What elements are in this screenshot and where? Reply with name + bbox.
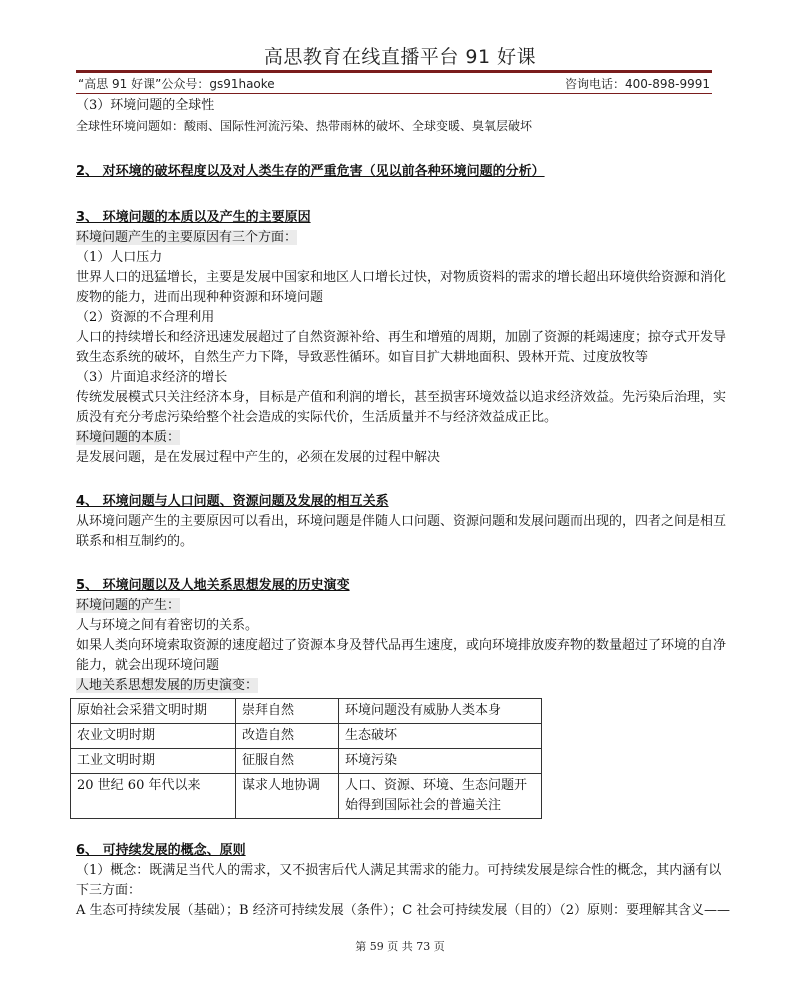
- global-title: （3）环境问题的全球性: [76, 98, 215, 113]
- table-cell: 崇拜自然: [236, 699, 339, 724]
- table-cell: 谋求人地协调: [236, 774, 339, 819]
- table-row: [71, 724, 542, 749]
- s5-origin-line2: 如果人类向环境索取资源的速度超过了资源本身及替代品再生速度，或向环境排放废弃物的数量超过了环境的自净能力，就会出现环境问题: [76, 638, 727, 673]
- document-body: [76, 96, 731, 921]
- s3-essence-text: 是发展问题，是在发展过程中产生的，必须在发展的过程中解决: [76, 450, 441, 465]
- history-table: [70, 698, 542, 819]
- table-cell: 原始社会采猎文明时期: [71, 699, 236, 724]
- s3-p1-text: 世界人口的迅猛增长，主要是发展中国家和地区人口增长过快，对物质资料的需求的增长超出环境供给资源和消化废物的能力，进而出现种种资源和环境问题: [76, 270, 727, 305]
- section-5-heading: 5、 环境问题以及人地关系思想发展的历史演变: [76, 578, 350, 593]
- table-cell: 生态破坏: [339, 724, 542, 749]
- page-number: 第 59 页 共 73 页: [355, 940, 445, 953]
- s3-p1-title: （1）人口压力: [76, 250, 163, 265]
- s3-p2-title: （2）资源的不合理利用: [76, 310, 215, 325]
- s3-p2-text: 人口的持续增长和经济迅速发展超过了自然资源补给、再生和增殖的周期，加剧了资源的耗竭速度；掠夺式开发导致生态系统的破坏，自然生产力下降，导致恶性循环。如盲目扩大耕地面积、毁林开荒、过度放牧等: [76, 330, 727, 365]
- section-2-heading: 2、 对环境的破坏程度以及对人类生存的严重危害（见以前各种环境问题的分析）: [76, 164, 545, 179]
- table-cell: 征服自然: [236, 749, 339, 774]
- table-cell: 农业文明时期: [71, 724, 236, 749]
- section-6-heading: 6、 可持续发展的概念、原则: [76, 843, 246, 858]
- header-phone: 咨询电话：400-898-9991: [564, 77, 710, 91]
- s6-text1: （1）概念：既满足当代人的需求，又不损害后代人满足其需求的能力。可持续发展是综合性的概念，其内涵有以下三方面：: [76, 863, 722, 898]
- s5-origin-label: 环境问题的产生：: [76, 598, 181, 613]
- s3-p3-title: （3）片面追求经济的增长: [76, 370, 228, 385]
- header-wechat: “高思 91 好课”公众号：gs91haoke: [78, 77, 275, 91]
- table-cell: 环境问题没有威胁人类本身: [339, 699, 542, 724]
- s5-history-label: 人地关系思想发展的历史演变：: [76, 678, 259, 693]
- s5-origin-line1: 人与环境之间有着密切的关系。: [76, 618, 259, 633]
- global-text: 全球性环境问题如：酸雨、国际性河流污染、热带雨林的破坏、全球变暖、臭氧层破坏: [76, 119, 533, 133]
- table-row: [71, 699, 542, 724]
- s3-p3-text: 传统发展模式只关注经济本身，目标是产值和利润的增长，甚至损害环境效益以追求经济效益。先污染后治理，实质没有充分考虑污染给整个社会造成的实际代价，生活质量并不与经济效益成正比。: [76, 390, 727, 425]
- table-cell: 人口、资源、环境、生态问题开始得到国际社会的普遍关注: [339, 774, 542, 819]
- section-4-heading: 4、 环境问题与人口问题、资源问题及发展的相互关系: [76, 494, 389, 509]
- header-rule: [76, 70, 712, 73]
- table-cell: 20 世纪 60 年代以来: [71, 774, 236, 819]
- section-3-heading: 3、 环境问题的本质以及产生的主要原因: [76, 210, 311, 225]
- s4-text: 从环境问题产生的主要原因可以看出，环境问题是伴随人口问题、资源问题和发展问题而出现的，四者之间是相互联系和相互制约的。: [76, 514, 727, 549]
- table-row: [71, 749, 542, 774]
- table-cell: 改造自然: [236, 724, 339, 749]
- table-row: [71, 774, 542, 819]
- table-cell: 工业文明时期: [71, 749, 236, 774]
- s3-lead: 环境问题产生的主要原因有三个方面：: [76, 230, 298, 245]
- table-cell: 环境污染: [339, 749, 542, 774]
- s6-text2: A 生态可持续发展（基础）；B 经济可持续发展（条件）；C 社会可持续发展（目的）（2）原则：要理解其含义——: [76, 903, 731, 918]
- header-title: 高思教育在线直播平台 91 好课: [263, 46, 537, 68]
- header-rule-thin: [76, 93, 712, 94]
- s3-essence-label: 环境问题的本质：: [76, 430, 181, 445]
